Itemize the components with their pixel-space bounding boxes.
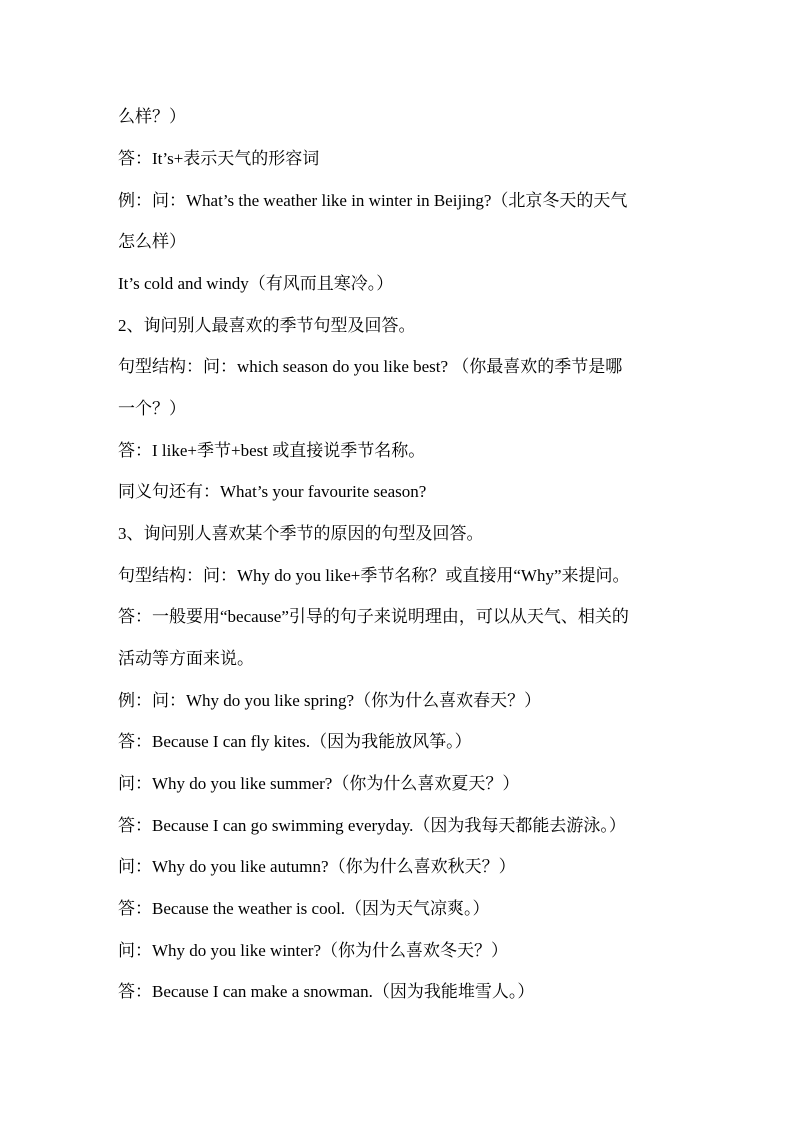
text-line: 么样？）	[118, 107, 186, 126]
text-line: It’s cold and windy（有风而且寒冷。）	[118, 274, 394, 293]
text-line: 问：Why do you like summer?（你为什么喜欢夏天？）	[118, 774, 520, 793]
text-line: 问：Why do you like autumn?（你为什么喜欢秋天？）	[118, 857, 516, 876]
text-line: 答：Because the weather is cool.（因为天气凉爽。）	[118, 899, 490, 918]
text-line: 例：问：What’s the weather like in winter in Beijing?（北京冬天的天气	[118, 191, 628, 210]
text-line: 答：I like+季节+best 或直接说季节名称。	[118, 441, 426, 460]
text-line: 怎么样）	[118, 232, 186, 251]
text-line: 答：It’s+表示天气的形容词	[118, 149, 320, 168]
text-line: 问：Why do you like winter?（你为什么喜欢冬天？）	[118, 941, 509, 960]
text-line: 答：Because I can make a snowman.（因为我能堆雪人。）	[118, 982, 535, 1001]
text-line: 一个？）	[118, 399, 186, 418]
text-line: 句型结构：问：Why do you like+季节名称？或直接用“Why”来提问。	[118, 566, 630, 585]
text-line: 同义句还有：What’s your favourite season?	[118, 482, 427, 501]
text-line: 答：Because I can fly kites.（因为我能放风筝。）	[118, 732, 472, 751]
section-heading: 3、询问别人喜欢某个季节的原因的句型及回答。	[118, 524, 484, 543]
text-line: 答：Because I can go swimming everyday.（因为我每天都能去游泳。）	[118, 816, 626, 835]
text-line: 活动等方面来说。	[118, 649, 254, 668]
text-line: 答：一般要用“because”引导的句子来说明理由，可以从天气、相关的	[118, 607, 629, 626]
section-heading: 2、询问别人最喜欢的季节句型及回答。	[118, 316, 416, 335]
text-line: 例：问：Why do you like spring?（你为什么喜欢春天？）	[118, 691, 542, 710]
text-line: 句型结构：问：which season do you like best? （你最喜欢的季节是哪	[118, 357, 623, 376]
